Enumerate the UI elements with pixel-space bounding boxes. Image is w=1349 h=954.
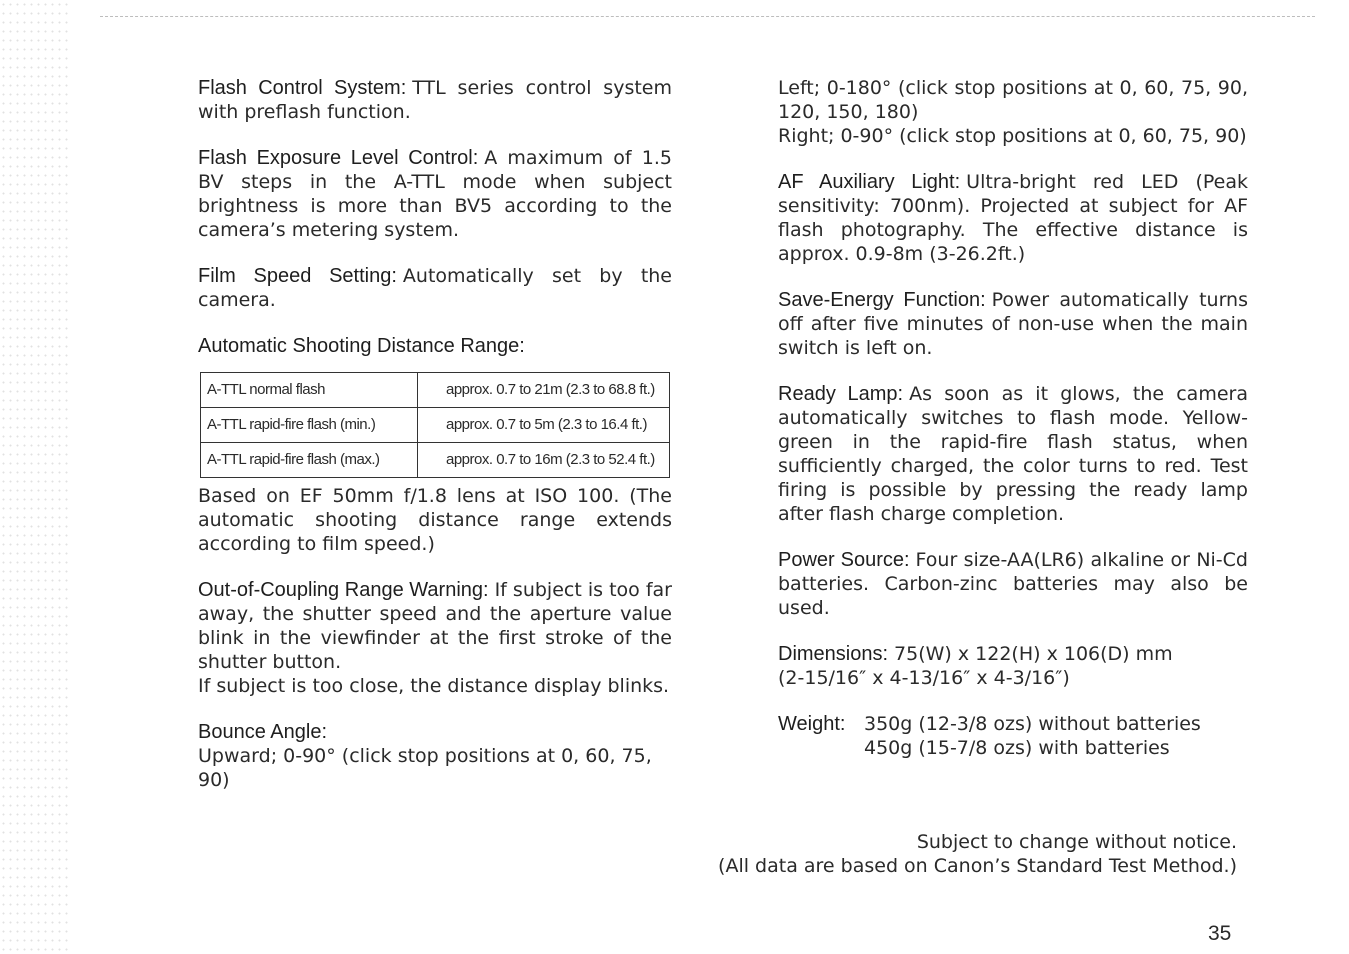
table-row [201,443,670,478]
distance-range-table [200,372,670,478]
weight-line-1: 350g (12-3/8 ozs) without batteries [864,713,1201,735]
dimensions-term: Dimensions: [778,643,889,665]
bounce-upward-text: Upward; 0-90° (click stop positions at 0, 60, 75, 90) [198,745,652,791]
bounce-continued [778,76,1248,148]
table-row [201,373,670,408]
notice-line-1: Subject to change without notice. [916,831,1237,853]
weight-line-2: 450g (15-7/8 ozs) with batteries [864,737,1170,759]
af-aux-text: Ultra-bright red LED (Peak sensitivity: 700nm). Projected at subject for AF flash photography. The effective distance is approx. 0.9-8m (3-26.2ft.) [778,171,1248,265]
range-distance-cell: approx. 0.7 to 21m (2.3 to 68.8 ft.) [418,373,670,408]
dimensions-text: 75(W) x 122(H) x 106(D) mm [894,643,1173,665]
table-row [201,408,670,443]
ready-lamp-spec [778,382,1248,526]
scan-edge-texture [0,0,70,954]
power-source-term: Power Source: [778,549,910,571]
range-distance-cell: approx. 0.7 to 5m (2.3 to 16.4 ft.) [418,408,670,443]
weight-term: Weight: [778,713,846,735]
auto-range-heading: Automatic Shooting Distance Range: [198,335,525,357]
flash-control-term: Flash Control System: [198,77,407,99]
bounce-angle-heading: Bounce Angle: [198,721,327,743]
out-of-coupling-text-2: If subject is too close, the distance display blinks. [198,675,670,697]
af-aux-spec [778,170,1248,266]
weight-spec [778,712,1248,760]
left-column [198,76,672,792]
ready-lamp-text: As soon as it glows, the camera automatically switches to flash mode. Yellow-green in the rapid-fire flash status, when sufficiently charged, the color turns to red. Test firing is possible by pressing the ready lamp after flash charge completion. [778,383,1248,525]
dimensions-spec [778,642,1248,690]
power-source-text: Four size-AA(LR6) alkaline or Ni-Cd batteries. Carbon-zinc batteries may also be used. [778,549,1248,619]
range-mode-cell: A-TTL rapid-fire flash (min.) [201,408,418,443]
change-notice [718,830,1237,878]
flash-exposure-term: Flash Exposure Level Control: [198,147,479,169]
flash-exposure-spec [198,146,672,242]
bounce-left-text: Left; 0-180° (click stop positions at 0, 60, 75, 90, 120, 150, 180) [778,77,1248,123]
right-column [778,76,1248,810]
auto-range-note: Based on EF 50mm f/1.8 lens at ISO 100. (The automatic shooting distance range extends according to film speed.) [198,485,672,555]
notice-line-2: (All data are based on Canon’s Standard Test Method.) [718,855,1237,877]
ready-lamp-term: Ready Lamp: [778,383,904,405]
film-speed-text: Automatically set by the camera. [198,265,672,311]
out-of-coupling-text: If subject is too far away, the shutter speed and the aperture value blink in the viewfinder at the first stroke of the shutter button. [198,579,672,673]
af-aux-term: AF Auxiliary Light: [778,171,961,193]
save-energy-spec [778,288,1248,360]
film-speed-spec [198,264,672,312]
out-of-coupling-spec [198,578,672,698]
page-top-rule [100,16,1315,17]
out-of-coupling-term: Out-of-Coupling Range Warning: [198,579,489,601]
range-distance-cell: approx. 0.7 to 16m (2.3 to 52.4 ft.) [418,443,670,478]
bounce-right-text: Right; 0-90° (click stop positions at 0, 60, 75, 90) [778,125,1247,147]
film-speed-term: Film Speed Setting: [198,265,397,287]
flash-control-spec [198,76,672,124]
power-source-spec [778,548,1248,620]
range-mode-cell: A-TTL normal flash [201,373,418,408]
bounce-angle-spec [198,720,672,792]
save-energy-text: Power automatically turns off after five minutes of non-use when the main switch is left on. [778,289,1249,359]
page-number: 35 [1208,922,1232,945]
save-energy-term: Save-Energy Function: [778,289,986,311]
range-mode-cell: A-TTL rapid-fire flash (max.) [201,443,418,478]
flash-control-text: TTL series control system with preflash function. [198,77,672,123]
flash-exposure-text: A maximum of 1.5 BV steps in the A-TTL mode when subject brightness is more than BV5 according to the camera’s metering system. [198,147,672,241]
dimensions-inches-text: (2-15/16″ x 4-13/16″ x 4-3/16″) [778,667,1070,689]
